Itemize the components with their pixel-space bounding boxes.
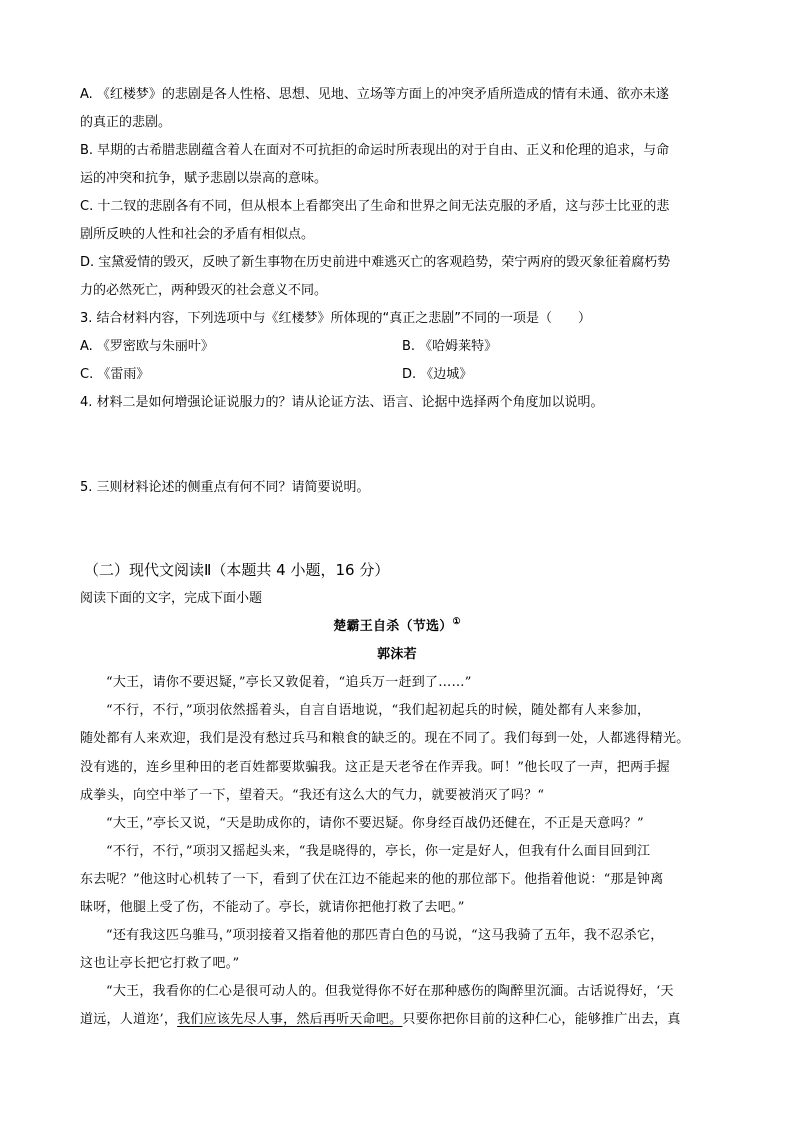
option-d-line-2: 力的必然死亡，两种毁灭的社会意义不同。 (80, 283, 328, 298)
passage-text-segment: 道远，人道迩’， (80, 1012, 178, 1027)
option-a-line-1: A. 《红楼梦》的悲剧是各人性格、思想、见地、立场等方面上的冲突矛盾所造成的情有未通、欲亦未遂 (80, 87, 669, 102)
passage-title (0, 618, 794, 636)
passage-para-2-line-3: 没有逃的，连乡里种田的老百姓都要欺骗我。这正是天老爷在作弄我。呵！”他长叹了一声，把两手握 (80, 760, 670, 775)
passage-para-2-line-4: 成拳头，向空中举了一下，望着天。“我还有这么大的气力，就要被消灭了吗？“ (80, 788, 545, 803)
question-3-stem: 3. 结合材料内容，下列选项中与《红楼梦》所体现的“真正之悲剧”不同的一项是（ ） (80, 311, 592, 326)
question-5: 5. 三则材料论述的侧重点有何不同？请简要说明。 (80, 480, 370, 495)
passage-para-5-line-2: 这也让亭长把它打救了吧。” (80, 956, 240, 971)
passage-para-4-line-2: 东去呢？”他这时心机转了一下，看到了伏在江边不能起来的他的那位部下。他指着他说：“那是钟离 (80, 872, 664, 887)
passage-text-segment: 只要你把你目前的这种仁心，能够推广出去，真 (402, 1012, 681, 1027)
option-a-line-2: 的真正的悲剧。 (80, 115, 172, 130)
question-3-option-c: C. 《雷雨》 (80, 367, 150, 382)
passage-para-4-line-1: “不行，不行，”项羽又摇起头来，“我是晓得的，亭长，你一定是好人，但我有什么面目回到江 (106, 844, 651, 859)
question-4: 4. 材料二是如何增强论证说服力的？请从论证方法、语言、论据中选择两个角度加以说明。 (80, 395, 604, 410)
passage-para-5-line-1: “还有我这匹乌骓马，”项羽接着又指着他的那匹青白色的马说，“这马我骑了五年，我不忍杀它， (106, 928, 664, 943)
passage-para-2-line-1: “不行，不行，”项羽依然摇着头，自言自语地说，“我们起初起兵的时候，随处都有人来参加， (106, 703, 651, 718)
passage-author: 郭沫若 (377, 647, 417, 662)
underlined-sentence: 我们应该先尽人事，然后再听天命吧。 (177, 1012, 403, 1027)
passage-title-note: ① (452, 617, 461, 627)
passage-para-6-line-2 (80, 1011, 681, 1029)
option-b-line-1: B. 早期的古希腊悲剧蕴含着人在面对不可抗拒的命运时所表现出的对于自由、正义和伦理的追求，与命 (80, 143, 670, 158)
passage-para-1: “大王，请你不要迟疑，”亭长又敦促着，“追兵万一赶到了……” (106, 675, 472, 690)
passage-para-6-line-1: “大王，我看你的仁心是很可动人的。但我觉得你不好在那种感伤的陶醉里沉湎。古话说得好，‘天 (106, 984, 674, 999)
passage-para-3: “大王，”亭长又说，“天是助成你的，请你不要迟疑。你身经百战仍还健在，不正是天意吗？” (106, 816, 644, 831)
passage-title-text: 楚霸王自杀（节选） (333, 619, 453, 634)
question-3-option-b: B. 《哈姆莱特》 (402, 339, 498, 354)
option-c-line-1: C. 十二钗的悲剧各有不同，但从根本上看都突出了生命和世界之间无法克服的矛盾，这与莎士比亚的悲 (80, 199, 670, 214)
section-heading: （二）现代文阅读Ⅱ（本题共 4 小题，16 分） (84, 561, 390, 579)
question-3-option-d: D. 《边城》 (402, 367, 473, 382)
section-instruction: 阅读下面的文字，完成下面小题 (80, 591, 263, 606)
passage-para-4-line-3: 昧呀，他腿上受了伤，不能动了。亭长，就请你把他打救了去吧。” (80, 900, 465, 915)
question-3-option-a: A. 《罗密欧与朱丽叶》 (80, 339, 214, 354)
option-b-line-2: 运的冲突和抗争，赋予悲剧以崇高的意味。 (80, 171, 328, 186)
passage-para-2-line-2: 随处都有人来欢迎，我们是没有愁过兵马和粮食的缺乏的。现在不同了。我们每到一处，人都逃得精光。 (80, 731, 690, 746)
option-d-line-1: D. 宝黛爱情的毁灭，反映了新生事物在历史前进中难逃灭亡的客观趋势，荣宁两府的毁灭象征着腐朽势 (80, 255, 671, 270)
option-c-line-2: 剧所反映的人性和社会的矛盾有相似点。 (80, 227, 315, 242)
